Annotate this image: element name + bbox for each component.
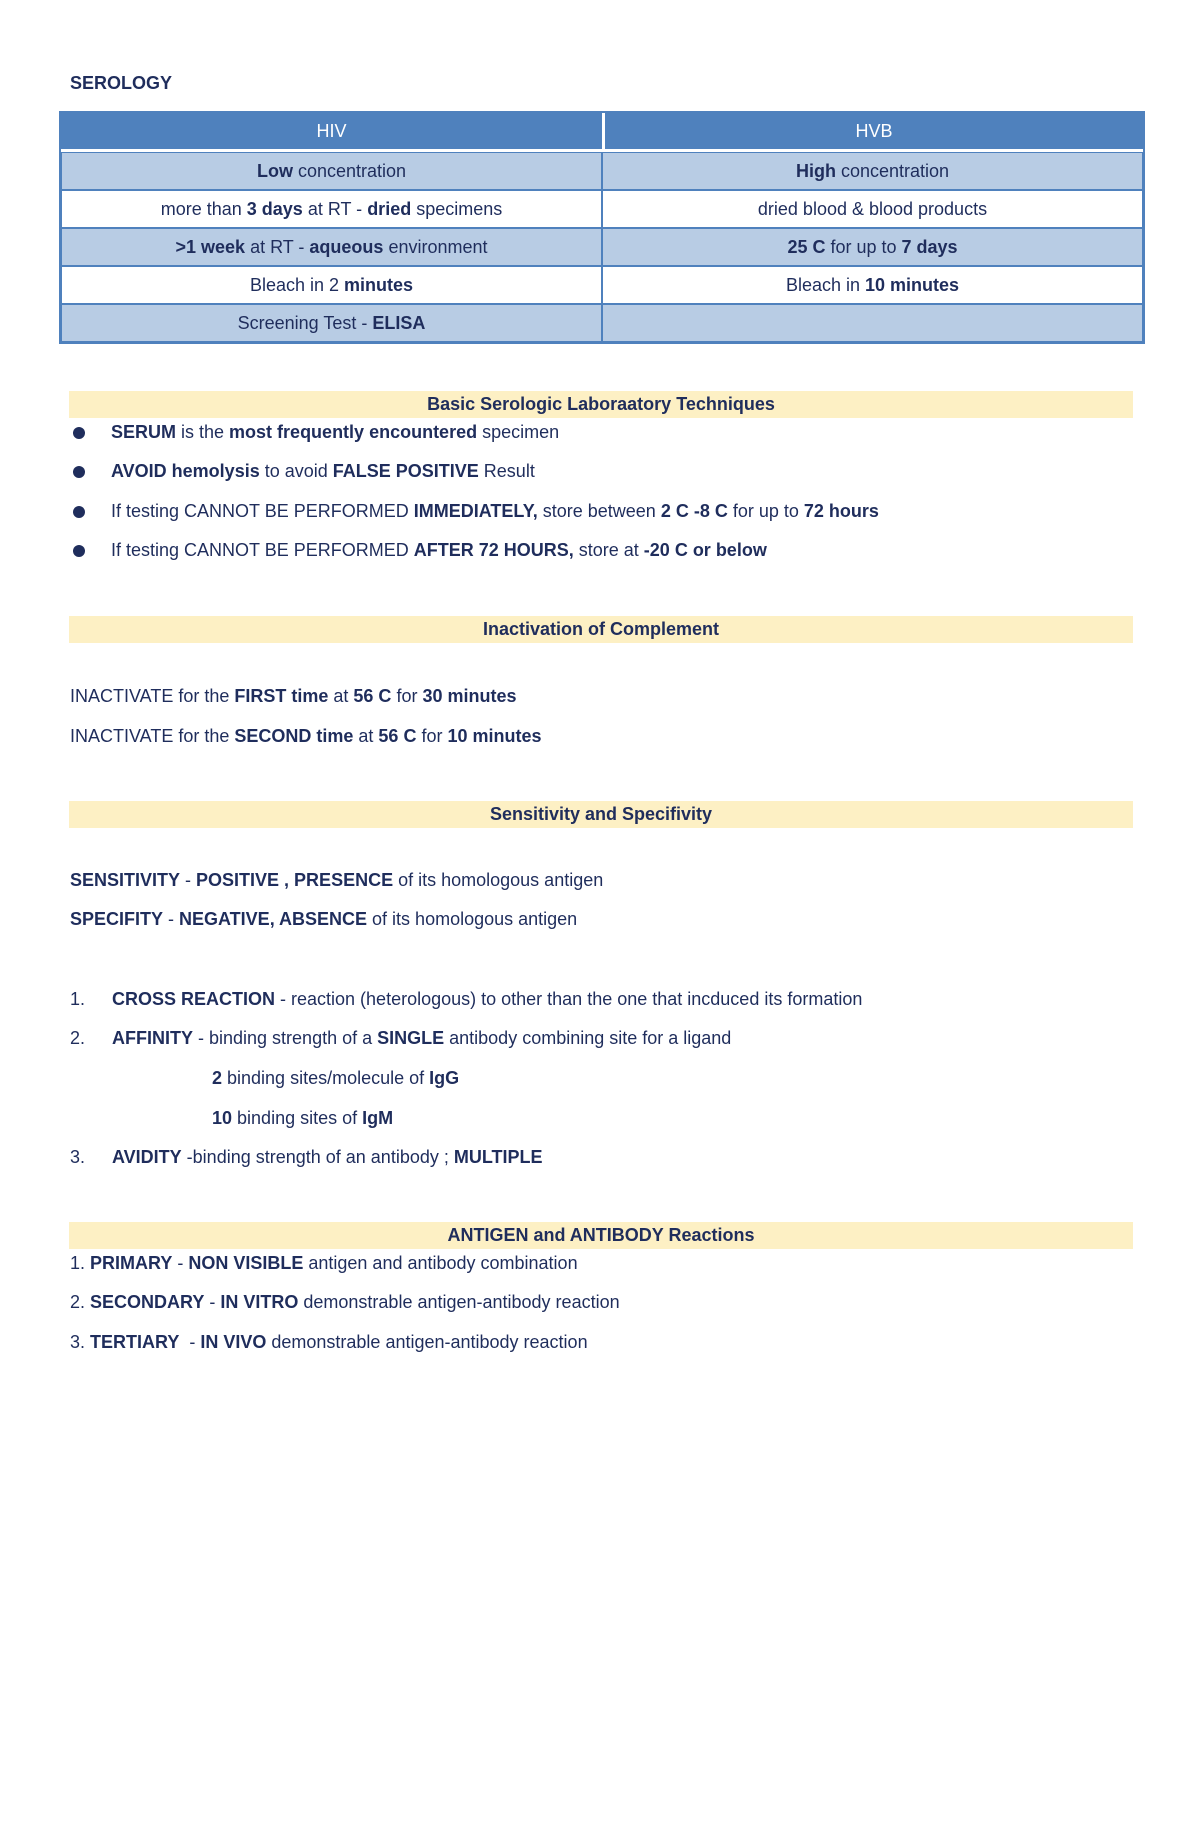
list-item bbox=[112, 989, 862, 1010]
text-run: at bbox=[353, 726, 379, 746]
text-run: - reaction (heterologous) to other than the one that incduced its formation bbox=[275, 989, 863, 1009]
bold-text-run: 25 C bbox=[787, 236, 826, 257]
bullet-item bbox=[111, 422, 559, 443]
bold-text-run: AVIDITY bbox=[112, 1147, 182, 1167]
text-run: of its homologous antigen bbox=[367, 909, 578, 929]
bold-text-run: FALSE POSITIVE bbox=[332, 461, 479, 481]
text-run: binding sites of bbox=[232, 1108, 363, 1128]
text-run: - binding strength of a bbox=[193, 1028, 378, 1048]
text-run: specimen bbox=[477, 422, 560, 442]
bold-text-run: 56 C bbox=[378, 726, 417, 746]
text-run: store between bbox=[537, 501, 661, 521]
bold-text-run: IMMEDIATELY, bbox=[413, 501, 538, 521]
text-run: 3. bbox=[70, 1332, 91, 1352]
column-header-hvb: HVB bbox=[602, 113, 1143, 152]
table-cell-hiv bbox=[61, 304, 602, 342]
bold-text-run: 2 bbox=[212, 1068, 223, 1088]
text-run: dried blood & blood products bbox=[757, 198, 988, 219]
bold-text-run: MULTIPLE bbox=[453, 1147, 543, 1167]
text-run: at RT - bbox=[302, 198, 368, 219]
bold-text-run: PRIMARY bbox=[90, 1253, 173, 1273]
text-run: - bbox=[163, 909, 180, 929]
table-cell-hiv bbox=[61, 152, 602, 190]
specificity-line bbox=[70, 909, 577, 930]
bold-text-run: minutes bbox=[344, 274, 414, 295]
text-run: Screening Test - bbox=[237, 312, 373, 333]
text-run: If testing CANNOT BE PERFORMED bbox=[111, 501, 414, 521]
text-run: - bbox=[179, 1332, 201, 1352]
bold-text-run: High bbox=[795, 160, 836, 181]
text-run: 1. bbox=[70, 1253, 91, 1273]
text-run: INACTIVATE for the bbox=[70, 726, 235, 746]
section-header-reactions: ANTIGEN and ANTIBODY Reactions bbox=[69, 1222, 1133, 1249]
bold-text-run: IgG bbox=[429, 1068, 460, 1088]
text-run: antigen and antibody combination bbox=[303, 1253, 578, 1273]
table-row bbox=[61, 152, 1143, 190]
section-header-sensitivity: Sensitivity and Specifivity bbox=[69, 801, 1133, 828]
bold-text-run: AFTER 72 HOURS, bbox=[413, 540, 574, 560]
table-cell-hiv bbox=[61, 228, 602, 266]
bold-text-run: SENSITIVITY bbox=[70, 870, 181, 890]
text-run: store at bbox=[573, 540, 644, 560]
bold-text-run: 7 days bbox=[901, 236, 958, 257]
table-row bbox=[61, 304, 1143, 342]
text-run: If testing CANNOT BE PERFORMED bbox=[111, 540, 414, 560]
list-number: 1. bbox=[70, 989, 86, 1009]
bold-text-run: Low bbox=[256, 160, 293, 181]
table-row bbox=[61, 266, 1143, 304]
bold-text-run: SECONDARY bbox=[90, 1292, 205, 1312]
bullet-item bbox=[111, 501, 879, 522]
bold-text-run: 10 bbox=[212, 1108, 233, 1128]
bold-text-run: CROSS REACTION bbox=[112, 989, 276, 1009]
list-item bbox=[112, 1147, 543, 1168]
list-number: 2. bbox=[70, 1028, 86, 1048]
table-cell-hiv bbox=[61, 266, 602, 304]
text-run: demonstrable antigen-antibody reaction bbox=[266, 1332, 588, 1352]
bold-text-run: SINGLE bbox=[377, 1028, 445, 1048]
text-run: for up to bbox=[727, 501, 804, 521]
bullet-icon bbox=[73, 466, 85, 478]
bold-text-run: 30 minutes bbox=[422, 686, 517, 706]
list-item bbox=[112, 1028, 731, 1049]
inactivation-line bbox=[70, 726, 542, 747]
bold-text-run: dried bbox=[367, 198, 412, 219]
bold-text-run: AVOID hemolysis bbox=[111, 461, 260, 481]
inactivation-line bbox=[70, 686, 517, 707]
text-run: Bleach in bbox=[785, 274, 865, 295]
bold-text-run: 3 days bbox=[246, 198, 303, 219]
bold-text-run: -20 C or below bbox=[643, 540, 767, 560]
list-subitem bbox=[212, 1068, 459, 1089]
bold-text-run: SECOND time bbox=[234, 726, 354, 746]
bold-text-run: TERTIARY bbox=[90, 1332, 180, 1352]
text-run: 2. bbox=[70, 1292, 91, 1312]
section-header-inactivation: Inactivation of Complement bbox=[69, 616, 1133, 643]
bold-text-run: AFFINITY bbox=[112, 1028, 193, 1048]
bold-text-run: IgM bbox=[362, 1108, 394, 1128]
bullet-icon bbox=[73, 545, 85, 557]
text-run: at bbox=[328, 686, 354, 706]
table-cell-hvb bbox=[602, 190, 1143, 228]
text-run: INACTIVATE for the bbox=[70, 686, 235, 706]
text-run: Result bbox=[478, 461, 535, 481]
text-run: - bbox=[172, 1253, 189, 1273]
bold-text-run: ELISA bbox=[372, 312, 426, 333]
list-subitem bbox=[212, 1108, 393, 1129]
bold-text-run: POSITIVE , PRESENCE bbox=[196, 870, 394, 890]
document-title: SEROLOGY bbox=[70, 73, 173, 93]
bold-text-run: IN VIVO bbox=[200, 1332, 267, 1352]
bold-text-run: SPECIFITY bbox=[70, 909, 164, 929]
reaction-line bbox=[70, 1292, 620, 1313]
text-run: concentration bbox=[835, 160, 950, 181]
text-run: more than bbox=[160, 198, 247, 219]
reaction-line bbox=[70, 1253, 578, 1274]
text-run: specimens bbox=[411, 198, 503, 219]
sensitivity-line bbox=[70, 870, 603, 891]
table-header-row bbox=[61, 113, 1143, 152]
text-run: - bbox=[204, 1292, 221, 1312]
bullet-icon bbox=[73, 506, 85, 518]
text-run: is the bbox=[176, 422, 230, 442]
text-run: Bleach in 2 bbox=[249, 274, 345, 295]
text-run: at RT - bbox=[245, 236, 310, 257]
table-cell-hvb bbox=[602, 266, 1143, 304]
text-run: to avoid bbox=[259, 461, 333, 481]
list-number: 3. bbox=[70, 1147, 86, 1167]
bullet-icon bbox=[73, 427, 85, 439]
reaction-line bbox=[70, 1332, 588, 1353]
bold-text-run: 2 C -8 C bbox=[660, 501, 728, 521]
table-cell-hiv bbox=[61, 190, 602, 228]
text-run: concentration bbox=[292, 160, 407, 181]
bold-text-run: NEGATIVE, ABSENCE bbox=[179, 909, 368, 929]
bold-text-run: 10 minutes bbox=[447, 726, 542, 746]
bold-text-run: NON VISIBLE bbox=[188, 1253, 304, 1273]
text-run: binding sites/molecule of bbox=[222, 1068, 430, 1088]
table-row bbox=[61, 190, 1143, 228]
text-run: of its homologous antigen bbox=[393, 870, 604, 890]
text-run: environment bbox=[383, 236, 488, 257]
bold-text-run: FIRST time bbox=[234, 686, 329, 706]
section-header-basic-techniques: Basic Serologic Laboraatory Techniques bbox=[69, 391, 1133, 418]
bold-text-run: most frequently encountered bbox=[229, 422, 478, 442]
bold-text-run: IN VITRO bbox=[220, 1292, 299, 1312]
text-run: for bbox=[391, 686, 423, 706]
table-cell-hvb bbox=[602, 304, 1143, 342]
hiv-hvb-comparison-table bbox=[59, 111, 1145, 344]
text-run: -binding strength of an antibody ; bbox=[181, 1147, 454, 1167]
table-cell-hvb bbox=[602, 228, 1143, 266]
bold-text-run: 56 C bbox=[353, 686, 392, 706]
bullet-item bbox=[111, 540, 767, 561]
table-row bbox=[61, 228, 1143, 266]
text-run: - bbox=[180, 870, 197, 890]
bold-text-run: 10 minutes bbox=[865, 274, 960, 295]
bullet-item bbox=[111, 461, 535, 482]
bold-text-run: SERUM bbox=[111, 422, 177, 442]
text-run: for bbox=[416, 726, 448, 746]
bold-text-run: aqueous bbox=[309, 236, 384, 257]
bold-text-run: >1 week bbox=[175, 236, 246, 257]
text-run: for up to bbox=[825, 236, 902, 257]
bold-text-run: 72 hours bbox=[803, 501, 879, 521]
text-run: demonstrable antigen-antibody reaction bbox=[298, 1292, 620, 1312]
column-header-hiv: HIV bbox=[61, 113, 602, 152]
table-cell-hvb bbox=[602, 152, 1143, 190]
text-run: antibody combining site for a ligand bbox=[444, 1028, 732, 1048]
